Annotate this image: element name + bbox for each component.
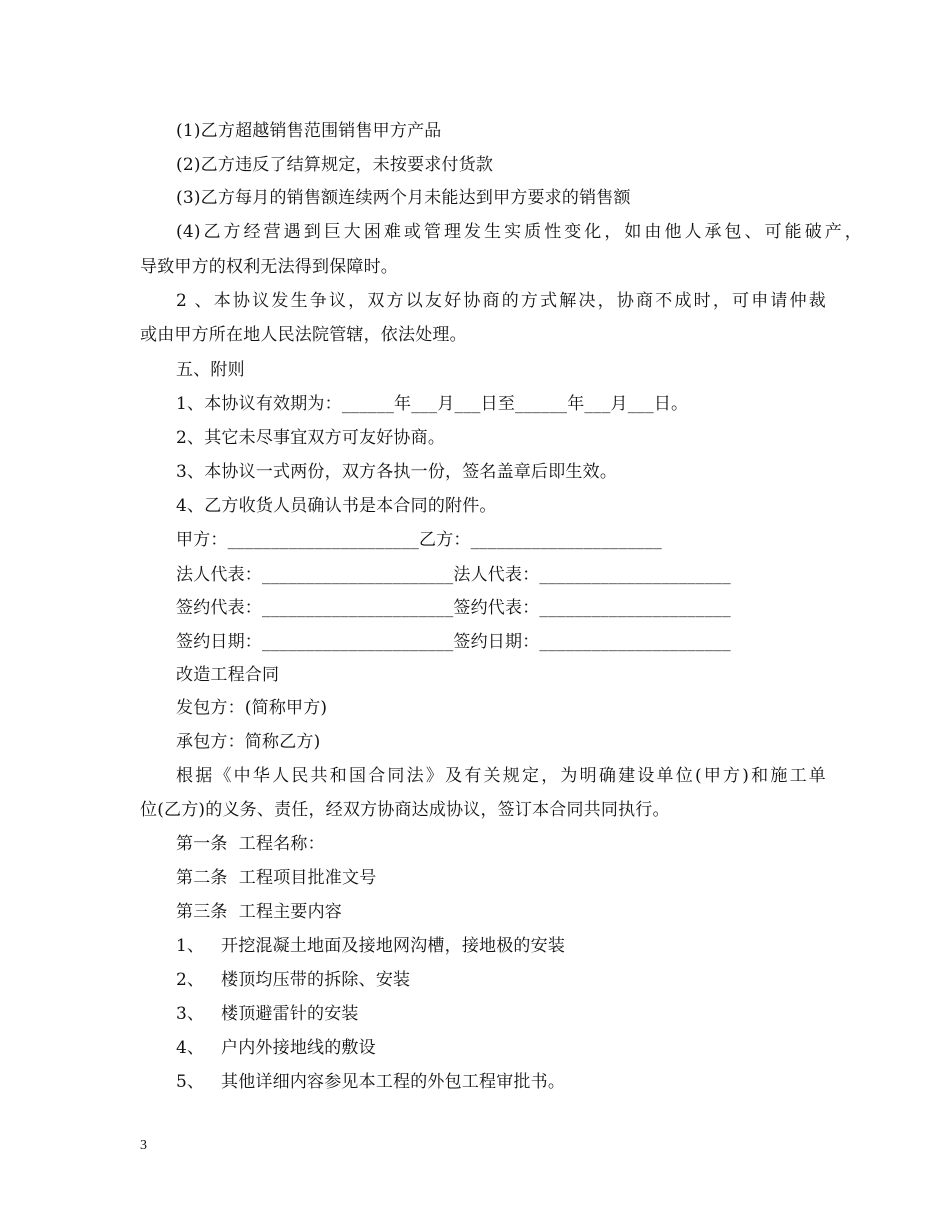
work-item-4: 4、 户内外接地线的敷设	[176, 1038, 376, 1058]
signing-date-line: 签约日期：______________________签约日期：______________________	[176, 632, 731, 652]
page-number: 3	[140, 1138, 147, 1153]
article-1: 第一条 工程名称：	[176, 834, 325, 854]
appendix-item-2: 2、其它未尽事宜双方可友好协商。	[176, 428, 446, 448]
employer-line: 发包方：(简称甲方)	[176, 698, 328, 718]
clause-4-cont: 导致甲方的权利无法得到保障时。	[140, 257, 398, 277]
article-2: 第二条 工程项目批准文号	[176, 868, 377, 888]
legal-rep-line: 法人代表：______________________法人代表：______________________	[176, 565, 731, 585]
contract-title: 改造工程合同	[176, 665, 280, 685]
contractor-line: 承包方：简称乙方)	[176, 732, 321, 752]
party-signature-line: 甲方：______________________乙方：______________________	[176, 530, 662, 550]
appendix-item-3: 3、本协议一式两份，双方各执一份，签名盖章后即生效。	[176, 462, 618, 482]
preamble-paragraph: 根据《中华人民共和国合同法》及有关规定，为明确建设单位(甲方)和施工单	[176, 766, 826, 786]
clause-3: (3)乙方每月的销售额连续两个月未能达到甲方要求的销售额	[176, 188, 631, 208]
clause-4: (4)乙方经营遇到巨大困难或管理发生实质性变化，如由他人承包、可能破产，	[176, 222, 862, 242]
clause-1: (1)乙方超越销售范围销售甲方产品	[176, 121, 442, 141]
appendix-item-4: 4、乙方收货人员确认书是本合同的附件。	[176, 496, 497, 516]
work-item-3: 3、 楼顶避雷针的安装	[176, 1004, 359, 1024]
clause-2: (2)乙方违反了结算规定，未按要求付货款	[176, 155, 494, 175]
signing-rep-line: 签约代表：______________________签约代表：______________________	[176, 598, 731, 618]
section-heading-appendix: 五、附则	[176, 360, 245, 380]
dispute-paragraph: 2 、本协议发生争议，双方以友好协商的方式解决，协商不成时，可申请仲裁	[176, 291, 826, 311]
validity-line: 1、本协议有效期为：______年___月___日至______年___月___日。	[176, 394, 689, 414]
work-item-2: 2、 楼顶均压带的拆除、安装	[176, 970, 411, 990]
preamble-paragraph-cont: 位(乙方)的义务、责任，经双方协商达成协议，签订本合同共同执行。	[140, 800, 670, 820]
article-3: 第三条 工程主要内容	[176, 902, 343, 922]
work-item-1: 1、 开挖混凝土地面及接地网沟槽，接地极的安装	[176, 936, 566, 956]
dispute-paragraph-cont: 或由甲方所在地人民法院管辖，依法处理。	[140, 325, 467, 345]
work-item-5: 5、 其他详细内容参见本工程的外包工程审批书。	[176, 1072, 566, 1092]
